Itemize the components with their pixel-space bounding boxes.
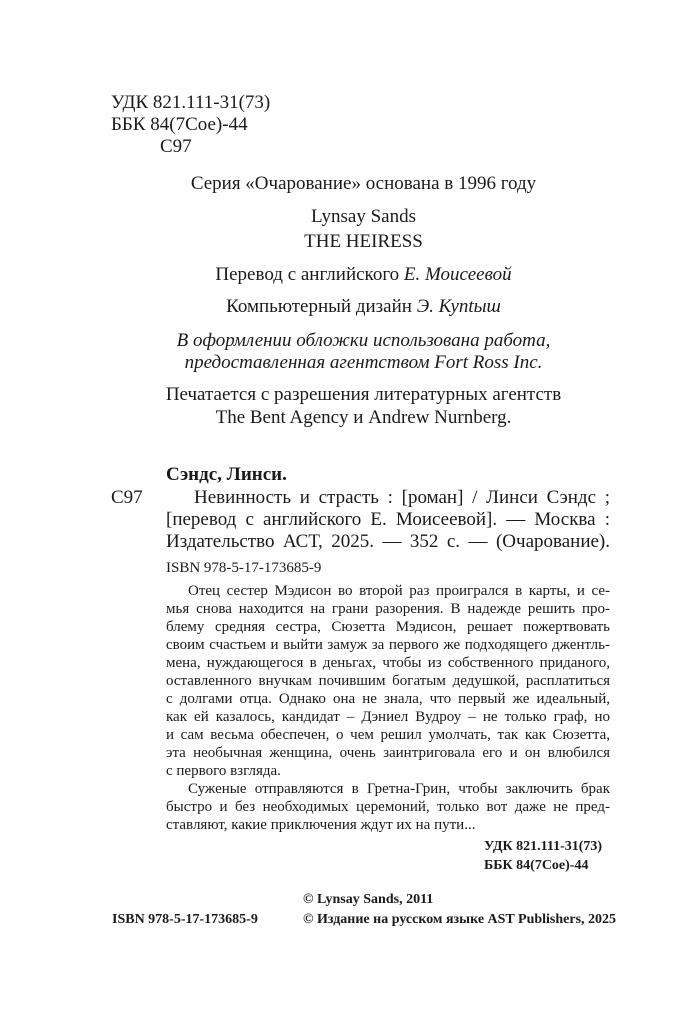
annotation-line: быстро и без необходимых церемоний, только вот даже не пред- <box>166 799 610 815</box>
footer-bbk: ББК 84(7Сое)-44 <box>484 858 589 873</box>
annotation-line: ставляют, какие приключения ждут их на пути... <box>166 817 476 833</box>
original-title: THE HEIRESS <box>304 231 423 252</box>
annotation-line: и сам весьма обеспечен, о чем решил умолчать, так как Сюзетта, <box>166 727 610 743</box>
annotation-line: оставленного внучкам почившим богатым дедушкой, расплатиться <box>166 673 610 689</box>
translation-credit <box>0 264 691 286</box>
translation-label: Перевод с английского <box>215 264 400 285</box>
annotation-line: Отец сестер Мэдисон во второй раз проигрался в карты, и се- <box>188 583 610 599</box>
translator-name: Е. Моисеевой <box>403 264 512 285</box>
copyright-edition: © Издание на русском языке AST Publishers, 2025 <box>303 912 617 927</box>
design-credit <box>0 296 691 318</box>
original-author: Lynsay Sands <box>310 206 417 227</box>
footer-isbn: ISBN 978-5-17-173685-9 <box>112 912 258 927</box>
annotation-line: Суженые отправляются в Гретна-Грин, чтобы заключить брак <box>188 781 610 797</box>
permission-line2: The Bent Agency и Andrew Nurnberg. <box>215 407 512 428</box>
annotation-line: своим счастьем и выйти замуж за первого же подходящего джентль- <box>166 637 610 653</box>
catalog-mark: С97 <box>111 487 143 508</box>
footer-udk: УДК 821.111-31(73) <box>484 839 603 854</box>
udk-code: УДК 821.111-31(73) <box>111 92 271 113</box>
catalog-isbn: ISBN 978-5-17-173685-9 <box>166 560 322 576</box>
cover-credit-line1: В оформлении обложки использована работа, <box>176 330 551 351</box>
cover-credit-line2: предоставленная агентством Fort Ross Inc. <box>184 352 543 373</box>
permission-line1: Печатается с разрешения литературных агентств <box>165 384 562 405</box>
catalog-line2: [перевод с английского Е. Моисеевой]. — Москва : <box>166 509 610 530</box>
annotation-line: с долгами отца. Однако она не знала, что первый же идеальный, <box>166 691 610 707</box>
catalog-line3: Издательство АСТ, 2025. — 352 с. — (Очарование). <box>166 531 610 552</box>
annotation-line: мена, нуждающегося в деньгах, чтобы из собственного приданого, <box>166 655 610 671</box>
annotation-line: мья снова находится на грани разорения. В надежде решить про- <box>166 601 610 617</box>
annotation-line: как ей казалось, кандидат – Дэниел Вудроу – не только граф, но <box>166 709 610 725</box>
catalog-line1: Невинность и страсть : [роман] / Линси Сэндс ; <box>194 487 610 508</box>
series-line: Серия «Очарование» основана в 1996 году <box>190 173 537 194</box>
annotation-line: блему средняя сестра, Сюзетта Мэдисон, решает пожертвовать <box>166 619 610 635</box>
bbk-code: ББК 84(7Сое)-44 <box>111 114 248 135</box>
copyright-author: © Lynsay Sands, 2011 <box>303 892 434 907</box>
annotation <box>166 582 610 834</box>
catalog-heading: Сэндс, Линси. <box>166 464 287 485</box>
designer-name: Э. Куntыш <box>416 296 501 317</box>
design-label: Компьютерный дизайн <box>226 296 412 317</box>
author-mark: С97 <box>160 136 192 157</box>
annotation-line: с первого взгляда. <box>166 763 281 779</box>
annotation-line: эта необычная женщина, очень заинтриговала его и он влюбился <box>166 745 610 761</box>
